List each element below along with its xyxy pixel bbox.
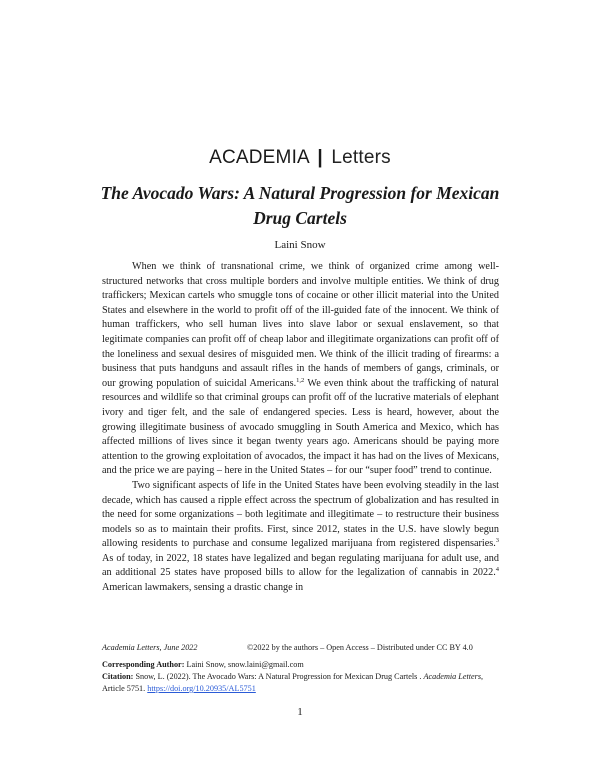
article-body: [102, 260, 499, 596]
masthead-separator: |: [317, 147, 323, 168]
footer-journal: Academia Letters, June 2022: [102, 643, 198, 652]
footnote-ref[interactable]: 4: [495, 566, 499, 574]
title-line-2: Drug Cartels: [253, 208, 347, 228]
footer-citation-block: [102, 659, 502, 695]
footnote-ref[interactable]: 1,2: [296, 376, 305, 384]
footer-license: ©2022 by the authors – Open Access – Distributed under CC BY 4.0: [247, 643, 473, 652]
article-title: [80, 181, 520, 231]
footer-journal-line: [102, 643, 502, 652]
author-name: Laini Snow: [274, 239, 326, 251]
paragraph-2: Two significant aspects of life in the United States have been evolving steadily in the last decade, which has caused a ripple effect across the spectrum of globalization and has resulted in the need for some organizations – both legitimate and illegitimate – to restructure their business models so as to maintain their profits. First, since 2012, states in the U.S. have slowly begun allowing residents to purchase and consume legalized marijuana from registered dispensaries.$^3$ As of today, in 2022, 18 states have legalized and began regulating marijuana for adult use, and an additional 25 states have proposed bills to allow for the legalization of cannabis in 2022.$^4$ American lawmakers, sensing a drastic change in: [102, 479, 499, 594]
corresponding-author: Corresponding Author: Laini Snow, snow.laini@gmail.com: [102, 660, 304, 669]
journal-masthead: [0, 147, 600, 169]
masthead-section: Letters: [331, 147, 391, 168]
doi-link[interactable]: https://doi.org/10.20935/AL5751: [147, 684, 256, 693]
citation: Citation: Snow, L. (2022). The Avocado Wars: A Natural Progression for Mexican Drug Cartels . Academia Letters, Article 5751. https://doi.org/10.20935/AL5751: [102, 672, 484, 693]
title-line-1: The Avocado Wars: A Natural Progression for Mexican: [100, 183, 500, 203]
paragraph-1: When we think of transnational crime, we think of organized crime among well-structured networks that cross multiple borders and involve multiple entities. We think of drug traffickers; Mexican cartels who smuggle tons of cocaine or other illicit material into the United States and elsewhere in the world to profit off of the ill-guided fate of the innocent. We think of human traffickers, who sell human lives into slave labor or sexual enslavement, so that legitimate companies can profit off of cheap labor and illegitimate organizations can profit off of the loneliness and sexual desires of misguided men. We think of the illicit trading of firearms: a business that puts handguns and assault rifles in the hands of members of gangs, criminals, or our growing population of suicidal Americans.$^{1,2}$ We even think about the trafficking of natural resources and wildlife so that criminal groups can profit off of the lucrative materials of elephant ivory and tiger felt, and the sale of endangered species. Less is heard, however, about the growing illegitimate business of avocado smuggling in South America and Mexico, which has affected millions of lives since it began twenty years ago. Americans should be paying more attention to the growing exploitation of avocados, the impact it has had on the lives of Mexicans, and the price we are paying – here in the United States – for our “super food” trend to continue.: [102, 261, 500, 477]
masthead-brand: ACADEMIA: [209, 147, 309, 168]
page-number: 1: [297, 706, 303, 718]
footnote-ref[interactable]: 3: [495, 537, 499, 545]
